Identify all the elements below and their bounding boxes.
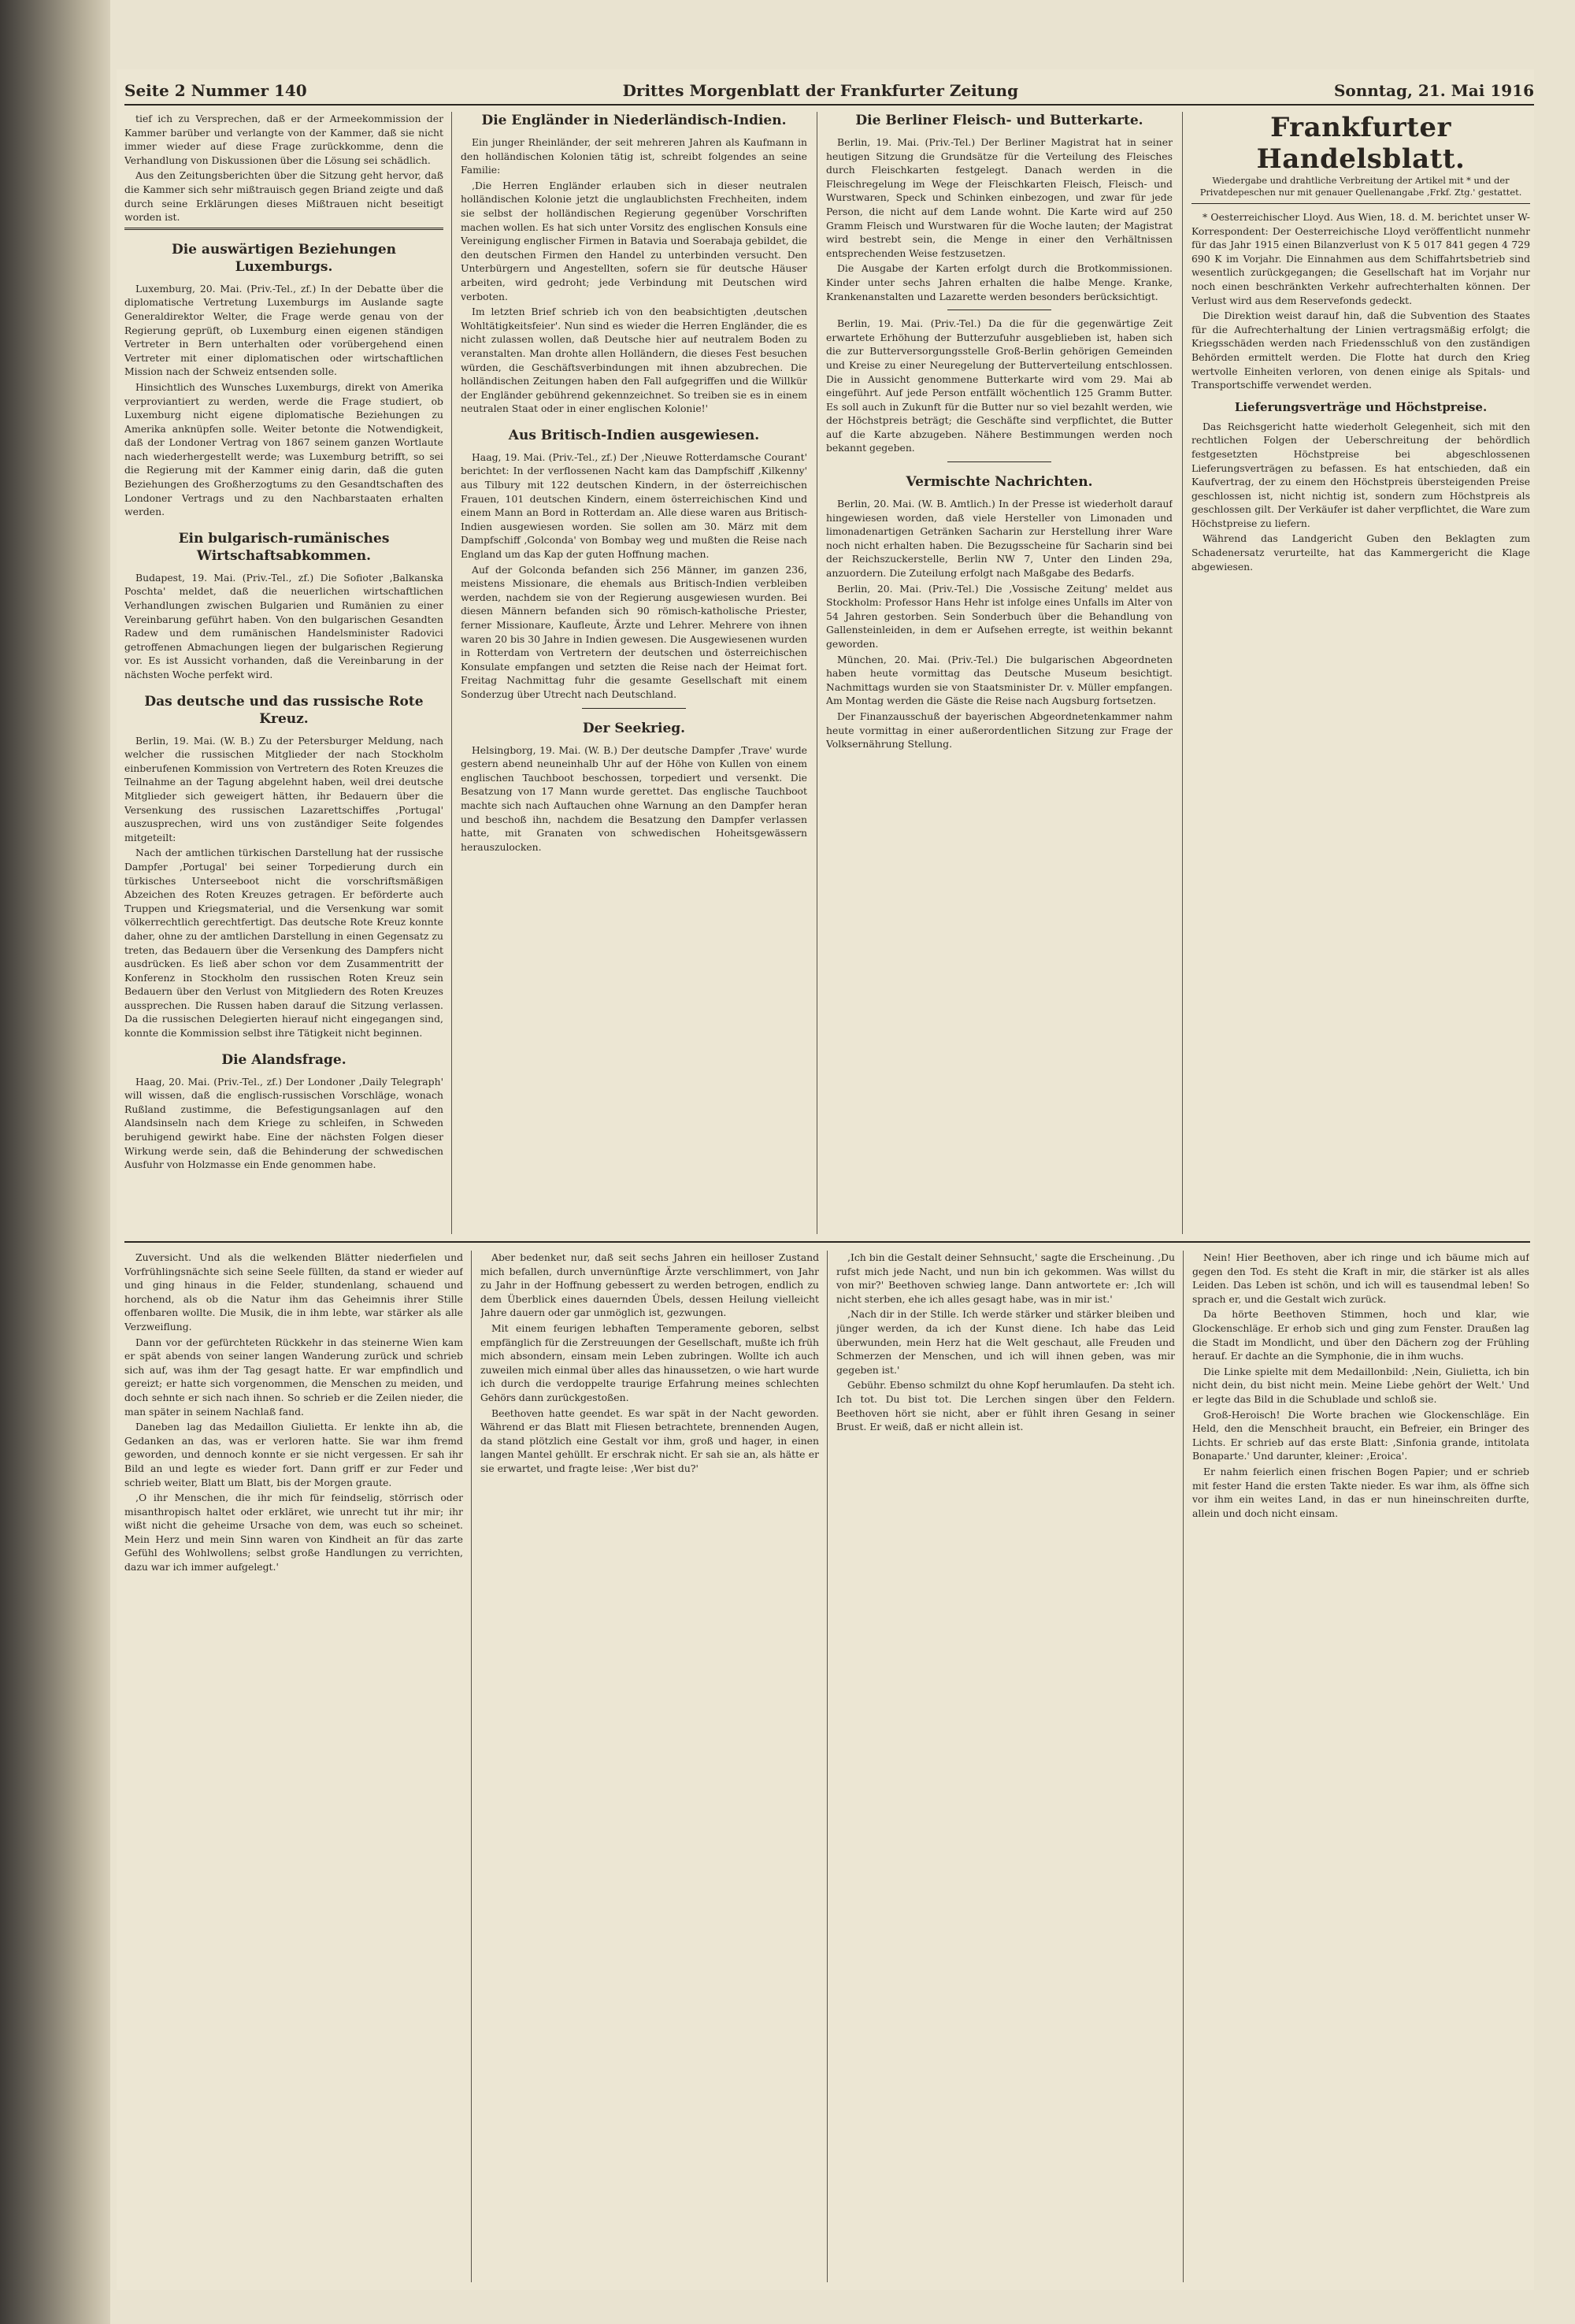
article-paragraph: Nach der amtlichen türkischen Darstellung hat der russische Dampfer ‚Portugal' bei seiner Torpedierung durch ein türkisches Unterseeboot nicht die vorschriftsmäßigen Abzeichen des Roten Kreuzes getragen. Er beförderte auch Truppen und Kriegsmaterial, und die Versenkung war somit völkerrechtlich gerechtfertigt. Das deutsche Rote Kreuz konnte daher, ohne zu der amtlichen Darstellung in einen Gegensatz zu treten, das Bedauern über die Versenkung des Dampfers nicht ausdrücken. Es ließ aber schon vor dem Zusammentritt der Konferenz in Stockholm den russischen Roten Kreuz sein Bedauern über den Verlust von Mitgliedern des Roten Kreuzes aussprechen. Die Russen haben darauf die Sitzung verlassen. Da die russischen Delegierten hierauf nicht eingegangen sind, konnte die Kommission selbst ihre Tätigkeit nicht beginnen. (124, 847, 443, 1040)
article-paragraph: Die Ausgabe der Karten erfolgt durch die Brotkommissionen. Kinder unter sechs Jahren erhalten die halbe Menge. Kranke, Krankenanstalten und Lazarette werden besonders berücksichtigt. (826, 262, 1173, 302)
newspaper-page (117, 69, 1534, 2290)
section-rule (947, 461, 1051, 462)
section-rule (582, 708, 686, 709)
feuilleton-separator (124, 1241, 1530, 1243)
column-4-handelsblatt (1191, 112, 1530, 1234)
feuilleton-paragraph: Dann vor der gefürchteten Rückkehr in das steinerne Wien kam er spät abends von seiner langen Wanderung zurück und schrieb sich auf, was ihm der Tag gesagt hatte. Er war empfindlich und gereizt; er hatte sich vorgenommen, die Menschen zu meiden, und doch sehnte er sich nach ihnen. So schrieb er die Zeilen nieder, die man später in seinem Nachlaß fand. (124, 1336, 463, 1418)
article-paragraph: Luxemburg, 20. Mai. (Priv.-Tel., zf.) In der Debatte über die diplomatische Vertretung Luxemburgs im Auslande sagte Generaldirektor Welter, die Frage werde genau von der Regierung geprüft, ob Luxemburg einen eigenen ständigen Vertreter in Bern unterhalten oder vorübergehend einen Vertreter mit einer diplomatischen oder wirtschaftlichen Mission nach der Schweiz entsenden solle. (124, 282, 443, 378)
article-paragraph: Hinsichtlich des Wunsches Luxemburgs, direkt von Amerika verproviantiert zu werden, werde die Frage studiert, ob Luxemburg nicht eigene diplomatische Beziehungen zu Amerika anknüpfen solle. Weiter betonte die Notwendigkeit, daß der Londoner Vertrag von 1867 seinem ganzen Wortlaute nach wiederhergestellt werde; was Luxemburg betrifft, so sei die Regierung mit der Kammer einig darin, daß die guten Beziehungen des Großherzogtums zu den Gesandtschaften des Londoner Vertrags und zu den Nachbarstaaten erhalten werden. (124, 380, 443, 518)
handelsblatt-title: Frankfurter Handelsblatt. (1256, 112, 1466, 175)
feuilleton-paragraph: Nein! Hier Beethoven, aber ich ringe und ich bäume mich auf gegen den Tod. Es steht die Kraft in mir, die stärker ist als alles Leiden. Das Leben ist schön, und ich will es tausendmal leben! So sprach er, und die Gestalt wich zurück. (1192, 1251, 1529, 1305)
article-paragraph: Ein junger Rheinländer, der seit mehreren Jahren als Kaufmann in den holländischen Kolonien tätig ist, schreibt folgendes an seine Familie: (461, 136, 807, 176)
feuilleton-paragraph: Mit einem feurigen lebhaften Temperamente geboren, selbst empfänglich für die Zerstreuungen der Gesellschaft, mußte ich früh mich absondern, einsam mein Leben zubringen. Wollte ich auch zuweilen mich einmal über alles das hinaussetzen, o wie hart wurde ich durch die verdoppelte traurige Erfahrung meines schlechten Gehörs dann zurückgestoßen. (480, 1321, 819, 1403)
intro-paragraph: tief ich zu Versprechen, daß er der Armeekommission der Kammer barüber und verlangte von der Kammer, daß sie nicht immer wieder auf diese Frage zurückkomme, denn die Verhandlung von Diskussionen über die Lösung sei schädlich. (124, 113, 443, 166)
article-title-bulgaria: Ein bulgarisch-rumänisches Wirtschaftsabkommen. (178, 530, 390, 564)
article-title-luxemburg: Die auswärtigen Beziehungen Luxemburgs. (171, 241, 397, 275)
feuilleton-paragraph: Er nahm feierlich einen frischen Bogen Papier; und er schrieb mit fester Hand die ersten Takte nieder. Es war ihm, als öffne sich vor ihm ein weites Land, in das er nun hineinschreiten durfte, allein und doch nicht einsam. (1192, 1465, 1529, 1519)
feuilleton-paragraph: ‚Ich bin die Gestalt deiner Sehnsucht,' sagte die Erscheinung. ‚Du rufst mich jede Nacht, und nun bin ich gekommen. Was willst du von mir?' Beethoven schwieg lange. Dann antwortete er: ‚Ich will nicht sterben, ehe ich alles gesagt habe, was in mir ist.' (836, 1251, 1175, 1305)
article-title-britisch-indien: Aus Britisch-Indien ausgewiesen. (508, 427, 760, 443)
page-header (124, 77, 1534, 106)
article-title-fleischkarte: Die Berliner Fleisch- und Butterkarte. (855, 113, 1143, 128)
article-paragraph: Helsingborg, 19. Mai. (W. B.) Der deutsche Dampfer ‚Trave' wurde gestern abend neuneinhalb Uhr auf der Höhe von Kullen von einem englischen Tauchboot beschossen, torpediert und versenkt. Die Besatzung von 17 Mann wurde gerettet. Das englische Tauchboot machte sich nach Auftauchen ohne Warnung an den Dampfer heran und beschoß ihn, nachdem die Besatzung den Dampfer verlassen hatte, mit Granaten von schwedischen Hoheitsgewässern herauszulocken. (461, 743, 807, 853)
header-publication: Drittes Morgenblatt der Frankfurter Zeitung (622, 81, 1019, 100)
handelsblatt-subtitle: Wiedergabe und drahtliche Verbreitung der Artikel mit * und der Privatdepeschen nur mit genauer Quellenangabe ‚Frkf. Ztg.' gestattet. (1191, 175, 1530, 204)
article-paragraph: Budapest, 19. Mai. (Priv.-Tel., zf.) Die Sofioter ‚Balkanska Poschta' meldet, daß die neuerlichen wirtschaftlichen Verhandlungen zwischen Bulgarien und Rumänien zu einer Vereinbarung geführt haben. Von den bulgarischen Gesandten Radew und dem rumänischen Handelsminister Radovici getroffenen Abmachungen liegen der bulgarischen Regierung vor. Es ist Aussicht vorhanden, daß die Vereinbarung in der nächsten Woche perfekt wird. (124, 571, 443, 680)
column-3 (826, 112, 1173, 1234)
feuilleton-paragraph: Gebühr. Ebenso schmilzt du ohne Kopf herumlaufen. Da steht ich. Ich tot. Du bist tot. Die Lerchen singen über den Feldern. Beethoven hört sie nicht, aber er fühlt ihren Gesang in seiner Brust. Er weiß, daß er nicht allein ist. (836, 1379, 1175, 1433)
feuilleton-paragraph: ‚Nach dir in der Stille. Ich werde stärker und stärker bleiben und jünger werden, da ich der Kunst diene. Ich habe das Leid überwunden, mein Herz hat die Welt geschaut, alle Freuden und Schmerzen der Menschen, und ich will ihnen geben, was mir gegeben ist.' (836, 1308, 1175, 1376)
header-date: Sonntag, 21. Mai 1916 (1333, 81, 1534, 100)
article-paragraph: * Oesterreichischer Lloyd. Aus Wien, 18. d. M. berichtet unser W-Korrespondent: Der Oesterreichische Lloyd veröffentlicht nunmehr für das Jahr 1915 einen Bilanzverlust von K 5 017 841 gegen 4 729 690 K im Vorjahr. Die Einnahmen aus dem Schiffahrtsbetrieb sind wesentlich zurückgegangen; die Gesellschaft hat im Vorjahr nur noch einen beschränkten Verkehr aufrechterhalten können. Der Verlust wird aus dem Reservefonds gedeckt. (1191, 211, 1530, 306)
article-title-vermischte: Vermischte Nachrichten. (906, 474, 1093, 491)
article-title-lieferungsvertraege: Lieferungsverträge und Höchstpreise. (1234, 399, 1488, 414)
article-paragraph: Berlin, 20. Mai. (Priv.-Tel.) Die ‚Vossische Zeitung' meldet aus Stockholm: Professor Hans Hehr ist infolge eines Unfalls im Alter von 54 Jahren gestorben. Sein Sonderbuch über die Behandlung von Gallensteinleiden, in dem er Aufsehen erregte, ist weithin bekannt geworden. (826, 582, 1173, 650)
feuilleton-paragraph: Groß-Heroisch! Die Worte brachen wie Glockenschläge. Ein Held, den die Menschheit braucht, ein Befreier, ein Bringer des Lichts. Er schrieb auf das erste Blatt: ‚Sinfonia grande, intitolata Bonaparte.' Und darunter, kleiner: ‚Eroica'. (1192, 1408, 1529, 1462)
article-title-aland: Die Alandsfrage. (221, 1051, 346, 1068)
article-paragraph: Die Direktion weist darauf hin, daß die Subvention des Staates für die Aufrechterhaltung der Linien vertragsmäßig erfolgt; die Kriegsschäden werden nach Friedensschluß von den zuständigen Behörden ermittelt werden. Die Flotte hat durch den Krieg wertvolle Einheiten verloren, von denen einige als Spitals- und Transportschiffe verwendet werden. (1191, 309, 1530, 391)
article-paragraph: Berlin, 19. Mai. (Priv.-Tel.) Der Berliner Magistrat hat in seiner heutigen Sitzung die Grundsätze für die Verteilung des Fleisches durch Fleischkarten festgelegt. Danach werden in die Fleischregelung im Wege der Fleischkarten Fleisch, Fleisch- und Wurstwaren, Speck und Schinken einbezogen, und zwar für jede Person, die nicht auf dem Lande wohnt. Die Karte wird auf 250 Gramm Fleisch und Wurstwaren für die Woche lauten; der Magistrat wird bestrebt sein, die Menge in einer den Verhältnissen entsprechenden Weise festzusetzen. (826, 136, 1173, 259)
column-divider (471, 1251, 472, 2282)
feuilleton-column-2 (480, 1251, 819, 2282)
article-paragraph: Haag, 19. Mai. (Priv.-Tel., zf.) Der ‚Nieuwe Rotterdamsche Courant' berichtet: In der verflossenen Nacht kam das Dampfschiff ‚Kilkenny' aus Tilbury mit 122 deutschen Kindern, in der österreichischen Frauen, 101 deutschen Kindern, einem österreichischen Kind und einem Mann an Bord in Rotterdam an. Alle diese waren aus Britisch-Indien ausgewiesen worden. Sie sollen am 30. März mit dem Dampfschiff ‚Golconda' von Bombay weg und mußten die Reise nach England um das Kap der guten Hoffnung machen. (461, 450, 807, 561)
article-paragraph: Berlin, 20. Mai. (W. B. Amtlich.) In der Presse ist wiederholt darauf hingewiesen worden, daß viele Hersteller von Limonaden und limonadenartigen Getränken Sacharin zur Herstellung ihrer Ware noch nicht erhalten haben. Die Bezugsscheine für Sacharin sind bei der Reichszuckerstelle, Berlin NW 7, Unter den Linden 29a, anzuordern. Die Zuteilung erfolgt nach Maßgabe des Bedarfs. (826, 498, 1173, 580)
article-paragraph: Während das Landgericht Guben den Beklagten zum Schadenersatz verurteilte, hat das Kammergericht die Klage abgewiesen. (1191, 532, 1530, 573)
intro-paragraph: Aus den Zeitungsberichten über die Sitzung geht hervor, daß die Kammer sich sehr mißtrauisch gegen Briand zeigte und daß durch seine Erklärungen dieses Mißtrauen nicht beseitigt worden ist. (124, 169, 443, 224)
column-1 (124, 112, 443, 1234)
feuilleton-paragraph: Daneben lag das Medaillon Giulietta. Er lenkte ihn ab, die Gedanken an das, was er verloren hatte. Sie war ihm fremd geworden, und dennoch konnte er sie nicht vergessen. Er sah ihr Bild an und legte es wieder fort. Dann griff er zur Feder und schrieb weiter, Blatt um Blatt, bis der Morgen graute. (124, 1421, 463, 1488)
feuilleton-paragraph: Aber bedenket nur, daß seit sechs Jahren ein heilloser Zustand mich befallen, durch unvernünftige Ärzte verschlimmert, von Jahr zu Jahr in der Hoffnung gebessert zu werden betrogen, endlich zu dem Überblick eines dauernden Übels, dessen Heilung vielleicht Jahre dauern oder gar unmöglich ist, gezwungen. (480, 1251, 819, 1319)
article-title-red-cross: Das deutsche und das russische Rote Kreuz. (144, 693, 424, 727)
book-binding-shadow (0, 0, 110, 2324)
column-2 (461, 112, 807, 1234)
article-paragraph: Berlin, 19. Mai. (W. B.) Zu der Petersburger Meldung, nach welcher die russischen Mitglieder der nach Stockholm einberufenen Kommission von Vertretern des Roten Kreuzes die Teilnahme an der Tagung abgelehnt haben, weil drei deutsche Mitglieder sich geweigert hätten, ihr Bedauern über die Versenkung des russischen Lazarettschiffes ‚Portugal' auszusprechen, wird uns von zuständiger Seite folgendes mitgeteilt: (124, 734, 443, 843)
article-paragraph: ‚Die Herren Engländer erlauben sich in dieser neutralen holländischen Kolonie jetzt die unglaublichsten Frechheiten, indem sie selbst der holländischen Regierung gegenüber Vorschriften machen wollen. Es hat sich unter Vorsitz des englischen Konsuls eine Vereinigung englischer Firmen in Batavia und Soerabaja gebildet, die den deutschen Firmen den Handel zu unterbinden versucht. Den Unterbürgern und Angestellten, sofern sie für deutsche Häuser arbeiten, wird gedroht; jede Verbindung mit Deutschen wird verboten. (461, 179, 807, 302)
feuilleton-column-4 (1192, 1251, 1529, 2282)
article-title-seekrieg: Der Seekrieg. (582, 720, 686, 736)
column-divider (1182, 112, 1183, 1234)
article-title-englaender: Die Engländer in Niederländisch-Indien. (481, 113, 787, 128)
article-paragraph: München, 20. Mai. (Priv.-Tel.) Die bulgarischen Abgeordneten haben heute vormittag das Deutsche Museum besichtigt. Nachmittags wurden sie von Staatsminister Dr. v. Müller empfangen. Am Montag werden die Gäste die Reise nach Augsburg fortsetzen. (826, 653, 1173, 707)
column-divider (1183, 1251, 1184, 2282)
article-paragraph: Im letzten Brief schrieb ich von den beabsichtigten ‚deutschen Wohltätigkeitsfeier'. Nun sind es wieder die Herren Engländer, die es nicht zulassen wollen, daß Deutsche hier auf neutralem Boden zu veranstalten. Man drohte allen Holländern, die dieses Fest besuchen würden, die Geschäftsverbindungen mit ihnen abzubrechen. Die holländischen Zeitungen haben den Fall aufgegriffen und die Willkür der Engländer gebührend gekennzeichnet. So treiben sie es in einem neutralen Staat oder in einer englischen Kolonie!' (461, 306, 807, 415)
feuilleton-column-1 (124, 1251, 463, 2282)
article-paragraph: Der Finanzausschuß der bayerischen Abgeordnetenkammer nahm heute vormittag in einer außerordentlichen Sitzung zur Frage der Volksernährung Stellung. (826, 710, 1173, 751)
feuilleton-paragraph: Da hörte Beethoven Stimmen, hoch und klar, wie Glockenschläge. Er erhob sich und ging zum Fenster. Draußen lag die Stadt im Mondlicht, und über den Dächern zog der Frühling herauf. Er dachte an die Symphonie, die in ihm wuchs. (1192, 1308, 1529, 1362)
column-divider (827, 1251, 828, 2282)
column-divider (451, 112, 452, 1234)
section-rule (947, 309, 1051, 310)
article-paragraph: Haag, 20. Mai. (Priv.-Tel., zf.) Der Londoner ‚Daily Telegraph' will wissen, daß die englisch-russischen Vorschläge, wonach Rußland zustimme, die Befestigungsanlagen auf den Alandsinseln nach dem Kriege zu schleifen, in Schweden beruhigend gewirkt habe. Eine der nächsten Folgen dieser Wirkung werde sein, daß die Behinderung der schwedischen Ausfuhr von Holzmasse ein Ende genommen habe. (124, 1075, 443, 1171)
article-paragraph: Das Reichsgericht hatte wiederholt Gelegenheit, sich mit den rechtlichen Folgen der Ueberschreitung der behördlich festgesetzten Höchstpreise bei abgeschlossenen Lieferungsverträgen zu befassen. Es hat entschieden, daß ein Kaufvertrag, der zu einem den Höchstpreis übersteigenden Preise geschlossen ist, nicht nichtig ist, sondern zum Höchstpreis als geschlossen gilt. Der Verkäufer ist daher verpflichtet, die Ware zum Höchstpreise zu liefern. (1191, 420, 1530, 529)
article-paragraph: Berlin, 19. Mai. (Priv.-Tel.) Da die für die gegenwärtige Zeit erwartete Erhöhung der Butterzufuhr ausgeblieben ist, haben sich die zur Butterversorgungsstelle Groß-Berlin gehörigen Gemeinden und Kreise zu einer Neuregelung der Butterverteilung entschlossen. Die in Aussicht genommene Butterkarte wird vom 29. Mai ab eingeführt. Auf jede Person entfällt wöchentlich 125 Gramm Butter. Es soll auch in Zukunft für die Butter nur so viel bezahlt werden, wie der Höchstpreis beträgt; die Geschäfte sind verpflichtet, die Butter auf die Karte abzugeben. Nähere Bestimmungen werden noch bekannt gegeben. (826, 317, 1173, 454)
feuilleton-column-3 (836, 1251, 1175, 2282)
article-paragraph: Auf der Golconda befanden sich 256 Männer, im ganzen 236, meistens Missionare, die ehemals aus Britisch-Indien verbleiben werden, nachdem sie von der Regierung ausgewiesen wurden. Bei diesen Männern befanden sich 90 römisch-katholische Priester, ferner Missionare, Kaufleute, Ärzte und Lehrer. Mehrere von ihnen waren 20 bis 30 Jahre in Indien gewesen. Die Ausgewiesenen wurden in Rotterdam von Vertretern der deutschen und österreichischen Konsulate empfangen und setzten die Reise nach der Heimat fort. Freitag Nachmittag fuhr die gesamte Gesellschaft mit einem Sonderzug über Utrecht nach Deutschland. (461, 563, 807, 700)
feuilleton-paragraph: ‚O ihr Menschen, die ihr mich für feindselig, störrisch oder misanthropisch haltet oder erkläret, wie unrecht tut ihr mir; ihr wißt nicht die geheime Ursache von dem, was euch so scheinet. Mein Herz und mein Sinn waren von Kindheit an für das zarte Gefühl des Wohlwollens; selbst große Handlungen zu verrichten, dazu war ich immer aufgelegt.' (124, 1492, 463, 1573)
feuilleton-paragraph: Zuversicht. Und als die welkenden Blätter niederfielen und Vorfrühlingsnächte sich seine Seele füllten, da stand er wieder auf und ging hinaus in die Felder, stundenlang, schauend und horchend, als ob die Natur ihm das Geheimnis ihrer Stille offenbaren wollte. Die Musik, die in ihm lebte, war stärker als alle Verzweiflung. (124, 1251, 463, 1333)
feuilleton-paragraph: Die Linke spielte mit dem Medaillonbild: ‚Nein, Giulietta, ich bin nicht dein, du bist nicht mein. Meine Liebe gehört der Welt.' Und er legte das Bild in die Schublade und schloß sie. (1192, 1365, 1529, 1405)
feuilleton-paragraph: Beethoven hatte geendet. Es war spät in der Nacht geworden. Während er das Blatt mit Fliesen betrachtete, brennenden Augen, da stand plötzlich eine Gestalt vor ihm, groß und hager, in einen langen Mantel gehüllt. Er erschrak nicht. Er sah sie an, als hätte er sie erwartet, und fragte leise: ‚Wer bist du?' (480, 1407, 819, 1474)
section-rule (124, 228, 443, 230)
header-page-number: Seite 2 Nummer 140 (124, 81, 307, 100)
